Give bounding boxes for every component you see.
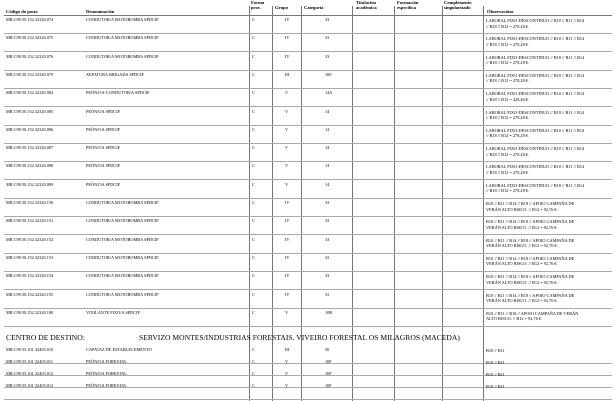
row-grupo: IV: [285, 17, 290, 22]
row-observacions-line1: LABORAL FIXO-DESCONTINUO // B10 // B11 // B14: [486, 164, 585, 170]
row-observacions: [486, 238, 606, 249]
row-grupo: IV: [285, 273, 290, 279]
row-forma: C: [252, 359, 255, 364]
header-forma: [251, 0, 264, 10]
row-separator: [4, 234, 612, 235]
row-separator: [4, 216, 612, 217]
row-forma: C: [252, 236, 255, 242]
row-categoria: 50: [325, 347, 330, 352]
row-grupo: V: [285, 90, 289, 96]
row-observacions-line2: ALTO RISCO. // B12 = 92,76 €.: [486, 316, 543, 322]
row-grupo: V: [285, 145, 289, 151]
row-code: MR.C99.50.152.32320.150: [6, 200, 54, 205]
row-code: MR.C99.50.152.32320.154: [6, 273, 54, 279]
row-grupo: V: [285, 126, 289, 132]
row-code: MR.C99.55.101.32403.011: [6, 359, 53, 364]
row-observacions-line1: B10 // B11: [486, 384, 505, 389]
row-code: MR.C99.50.152.32320.074: [6, 17, 54, 22]
row-observacions-line2: VERÁN ALTO RISCO. // B12 = 92,76 €.: [486, 298, 558, 304]
row-observacions-line1: LABORAL FIXO-DESCONTINUO // B10 // B11 // B14: [486, 109, 585, 115]
row-forma: C: [252, 383, 255, 388]
row-observacions: [486, 183, 606, 194]
row-observacions-line1: B10 // B11: [486, 348, 505, 353]
row-observacions-line1: B10 // B11 // B18 // APOIO CAMPAÑA DE VERÁN: [486, 310, 579, 316]
row-observacions-line1: B10 // B11 // B14 // B18 // APOIO CAMPAÑA DE: [486, 237, 575, 243]
row-observacions: [486, 311, 606, 322]
row-categoria: 33: [325, 273, 330, 279]
row-grupo: IV: [285, 35, 290, 41]
row-code: MR.C99.50.152.32320.151: [6, 218, 54, 224]
row-code: MR.C99.50.152.32320.087: [6, 145, 54, 151]
row-denominacion: CONDUTOR/A MOTOBOMBA SPDCIF: [86, 53, 159, 59]
row-observacions-line2: // B18 // B12 = 278,28 €.: [486, 188, 530, 194]
row-observacions-line1: B10 // B11 // B14 // B18 // APOIO CAMPAÑA DE: [486, 219, 575, 225]
row-categoria: 14A: [325, 90, 333, 96]
row-observacions-line1: B10 // B11 // B14 // B18 // APOIO CAMPAÑA DE: [486, 274, 575, 280]
row-observacions: [486, 201, 606, 212]
row-observacions: [486, 293, 606, 304]
row-categoria: 14: [325, 108, 330, 114]
header-denominacion: Denominación: [86, 9, 115, 14]
row-separator: [4, 399, 612, 400]
row-code: MR.C99.55.101.32403.010: [6, 347, 54, 352]
row-forma: C: [252, 200, 255, 205]
row-separator: [4, 88, 612, 89]
header-complemento-line1: Complemento: [444, 0, 472, 5]
row-code: MR.C99.50.152.32320.180: [6, 309, 54, 315]
header-observacions: Observacións: [487, 9, 514, 14]
row-observacions-line1: B10 // B11 // B14 // B18 // APOIO CAMPAÑA DE: [486, 292, 575, 298]
row-separator: [4, 51, 612, 52]
row-categoria: 33: [325, 35, 330, 41]
header-codigo: Código do posto: [6, 9, 38, 14]
row-separator: [4, 198, 612, 199]
row-observacions-line2: VERÁN ALTO RISCO. // B12 = 92,76 €.: [486, 206, 558, 212]
row-categoria: 14: [325, 163, 330, 169]
row-observacions: [486, 219, 606, 230]
row-denominacion: PEÓN/OA FORESTAL: [86, 371, 127, 376]
row-separator: [4, 326, 612, 327]
row-code: MR.C99.50.152.32320.079: [6, 71, 54, 77]
row-separator: [4, 289, 612, 290]
header-titulacion-line1: Titulación: [356, 0, 377, 5]
row-denominacion: PEÓN/OA SPDCIF: [86, 145, 121, 151]
row-observacions: [486, 164, 606, 175]
row-categoria: 33: [325, 218, 330, 224]
row-observacions-line1: LABORAL FIXO-DESCONTINUO // B10 // B11 // B14: [486, 146, 585, 152]
row-code: MR.C99.50.152.32320.152: [6, 236, 54, 242]
row-grupo: V: [285, 309, 289, 315]
row-denominacion: PEÓN/OA SPDCIF: [86, 163, 121, 169]
row-grupo: V: [285, 108, 289, 114]
row-observacions-line2: // B18 // B12 = 278,28 €.: [486, 60, 530, 66]
row-grupo: V: [285, 359, 289, 364]
row-grupo: III: [285, 71, 290, 77]
row-grupo: V: [285, 383, 289, 388]
row-code: MR.C99.50.152.32320.076: [6, 53, 54, 59]
row-forma: C: [252, 53, 255, 59]
row-denominacion: CAPATAZ DE ESTABLECEMENTO: [86, 347, 152, 352]
row-observacions-line1: B10 // B11: [486, 372, 505, 377]
row-observacions-line2: VERÁN ALTO RISCO. // B12 = 92,76 €.: [486, 243, 558, 249]
row-categoria: 33: [325, 53, 330, 59]
row-categoria: 14: [325, 181, 330, 187]
row-observacions-line1: LABORAL FIXO-DESCONTINUO // B10 // B11 // B14: [486, 54, 585, 60]
row-forma: C: [252, 309, 255, 315]
row-denominacion: CONDUTOR/A MOTOBOMBA SPDCIF: [86, 291, 159, 297]
row-code: MR.C99.50.152.32320.075: [6, 35, 54, 41]
row-categoria: 14: [325, 145, 330, 151]
row-observacions: [486, 146, 606, 157]
row-grupo: V: [285, 163, 289, 169]
row-observacions-line2: // B18 // B12 = 278,28 €.: [486, 41, 530, 47]
row-denominacion: PEÓN/OA-CONDUTOR/A SPDCIF: [86, 90, 150, 96]
row-separator: [4, 271, 612, 272]
row-observacions-line1: B10 // B11: [486, 360, 505, 365]
row-denominacion: PEÓN/OA FORESTAL: [86, 359, 127, 364]
row-grupo: IV: [285, 218, 290, 224]
header-formacion-line2: específica: [397, 5, 416, 11]
row-code: MR.C99.50.152.32320.088: [6, 163, 54, 169]
row-forma: C: [252, 17, 255, 22]
row-denominacion: XEFATURA BRIGADA SPDCIF: [86, 71, 144, 77]
row-forma: C: [252, 181, 255, 187]
row-observacions-line2: // B18 // B12 = 278,28 €.: [486, 151, 530, 157]
row-separator: [4, 161, 612, 162]
row-forma: C: [252, 163, 255, 169]
row-categoria: 10F: [325, 383, 332, 388]
row-separator: [4, 179, 612, 180]
column-divider: [483, 6, 484, 401]
row-separator: [4, 106, 612, 107]
row-code: MR.C99.50.152.32320.086: [6, 126, 54, 132]
row-denominacion: VIXILANTE FIXO/A SPDCIF: [86, 309, 140, 315]
row-observacions-line1: LABORAL FIXO-DESCONTINUO // B10 // B11 // B14: [486, 91, 585, 97]
row-observacions-line1: LABORAL FIXO-DESCONTINUO // B10 // B11 // B14: [486, 36, 585, 42]
row-denominacion: CONDUTOR/A MOTOBOMBA SPDCIF: [86, 200, 159, 205]
row-grupo: IV: [285, 291, 290, 297]
row-categoria: 33: [325, 236, 330, 242]
row-categoria: 10B: [325, 309, 333, 315]
header-titulacion-line2: académica: [356, 5, 377, 11]
row-denominacion: CONDUTOR/A MOTOBOMBA SPDCIF: [86, 35, 159, 41]
row-categoria: 10F: [325, 371, 332, 376]
row-observacions: [486, 110, 606, 121]
row-code: MR.C99.55.101.32403.013: [6, 383, 54, 388]
row-categoria: 100: [325, 71, 332, 77]
row-categoria: 33: [325, 291, 330, 297]
row-grupo: III: [285, 347, 290, 352]
row-categoria: 33: [325, 200, 330, 205]
row-categoria: 33: [325, 17, 330, 22]
row-code: MR.C99.50.152.32320.155: [6, 291, 54, 297]
row-separator: [4, 70, 612, 71]
row-forma: C: [252, 71, 255, 77]
row-denominacion: PEÓN/OA SPDCIF: [86, 181, 121, 187]
row-forma: C: [252, 273, 255, 279]
row-observacions-line2: // B18 // B12 = 278,28 €.: [486, 23, 530, 29]
row-grupo: IV: [285, 254, 290, 260]
row-denominacion: CONDUTOR/A MOTOBOMBA SPDCIF: [86, 218, 159, 224]
row-observacions-line2: VERÁN ALTO RISCO. // B12 = 92,76 €.: [486, 279, 558, 285]
row-separator: [4, 143, 612, 144]
centre-value: SERVIZO MONTES/INDUSTRIAS FORESTAIS. VIVEIRO FORESTAL OS MILAGROS (MACEDA): [139, 333, 460, 342]
row-forma: C: [252, 145, 255, 151]
row-observacions-line1: B10 // B11 // B14 // B18 // APOIO CAMPAÑA DE: [486, 255, 575, 261]
row-separator: [4, 125, 612, 126]
row-separator: [4, 308, 612, 309]
header-forma-line1: Forma: [251, 0, 265, 5]
row-categoria: 14: [325, 126, 330, 132]
row-observacions: [486, 274, 606, 285]
row-observacions-line1: LABORAL FIXO-DESCONTINUO // B10 // B11 // B14: [486, 18, 585, 23]
row-denominacion: CONDUTOR/A MOTOBOMBA SPDCIF: [86, 254, 159, 260]
row-denominacion: CONDUTOR/A MOTOBOMBA SPDCIF: [86, 17, 159, 22]
row-grupo: IV: [285, 236, 290, 242]
row-code: MR.C99.50.152.32320.089: [6, 181, 54, 187]
row-forma: C: [252, 90, 255, 96]
row-observacions-line2: // B18 // B12 = 428,40 €.: [486, 96, 530, 102]
header-complemento-line2: singularizado: [444, 5, 471, 11]
header-forma-line2: prov.: [251, 5, 261, 11]
row-forma: C: [252, 126, 255, 132]
header-categoria: Categoría: [304, 5, 324, 10]
row-observacions-line2: // B18 // B12 = 278,28 €.: [486, 78, 530, 84]
row-grupo: IV: [285, 200, 290, 205]
row-observacions-line1: B10 // B11 // B14 // B18 // APOIO CAMPAÑA DE: [486, 201, 575, 206]
row-observacions: [486, 128, 606, 139]
row-code: MR.C99.55.101.32403.012: [6, 371, 54, 376]
row-observacions: [486, 36, 606, 47]
row-observacions-line2: // B18 // B12 = 278,28 €.: [486, 115, 530, 121]
row-observacions: [486, 256, 606, 267]
row-grupo: IV: [285, 53, 290, 59]
row-forma: C: [252, 108, 255, 114]
row-grupo: V: [285, 181, 289, 187]
row-denominacion: PEÓN/OA FORESTAL: [86, 383, 127, 388]
row-observacions-line2: // B18 // B12 = 278,28 €.: [486, 133, 530, 139]
row-observacions: [486, 91, 606, 102]
header-grupo: Grupo: [275, 5, 289, 10]
row-observacions-line2: VERÁN ALTO RISCO. // B12 = 92,76 €.: [486, 224, 558, 230]
row-observacions: [486, 55, 606, 66]
header-rule: [4, 15, 612, 16]
row-categoria: 10F: [325, 359, 332, 364]
row-observacions-line1: LABORAL FIXO-DESCONTINUO // B10 // B11 // B14: [486, 72, 585, 78]
row-code: MR.C99.50.152.32320.085: [6, 108, 54, 114]
row-forma: C: [252, 254, 255, 260]
header-complemento: [444, 0, 472, 10]
row-observacions: [486, 384, 606, 390]
row-forma: C: [252, 371, 255, 376]
row-code: MR.C99.50.152.32320.153: [6, 254, 54, 260]
row-separator: [4, 253, 612, 254]
centre-label: CENTRO DE DESTINO:: [6, 333, 85, 342]
row-forma: C: [252, 218, 255, 224]
row-separator: [4, 33, 612, 34]
row-observacions-line1: LABORAL FIXO-DESCONTINUO // B10 // B11 // B14: [486, 127, 585, 133]
row-code: MR.C99.50.152.32320.082: [6, 90, 54, 96]
row-observacions: [486, 348, 606, 354]
row-forma: C: [252, 347, 255, 352]
row-forma: C: [252, 291, 255, 297]
header-formacion-line1: Formación: [397, 0, 419, 5]
row-observacions: [486, 73, 606, 84]
row-grupo: V: [285, 371, 289, 376]
row-observacions: [486, 372, 606, 378]
row-denominacion: CONDUTOR/A MOTOBOMBA SPDCIF: [86, 236, 159, 242]
header-formacion: [397, 0, 418, 10]
row-observacions-line2: // B18 // B12 = 278,28 €.: [486, 169, 530, 175]
row-observacions: [486, 360, 606, 366]
header-titulacion: [356, 0, 377, 10]
row-denominacion: PEÓN/OA SPDCIF: [86, 108, 121, 114]
row-categoria: 33: [325, 254, 330, 260]
row-observacions: [486, 18, 606, 29]
row-forma: C: [252, 35, 255, 41]
row-denominacion: PEÓN/OA SPDCIF: [86, 126, 121, 132]
row-observacions-line1: LABORAL FIXO-DESCONTINUO // B10 // B11 // B14: [486, 182, 585, 188]
row-denominacion: CONDUTOR/A MOTOBOMBA SPDCIF: [86, 273, 159, 279]
row-observacions-line2: VERÁN ALTO RISCO. // B12 = 92,76 €.: [486, 261, 558, 267]
